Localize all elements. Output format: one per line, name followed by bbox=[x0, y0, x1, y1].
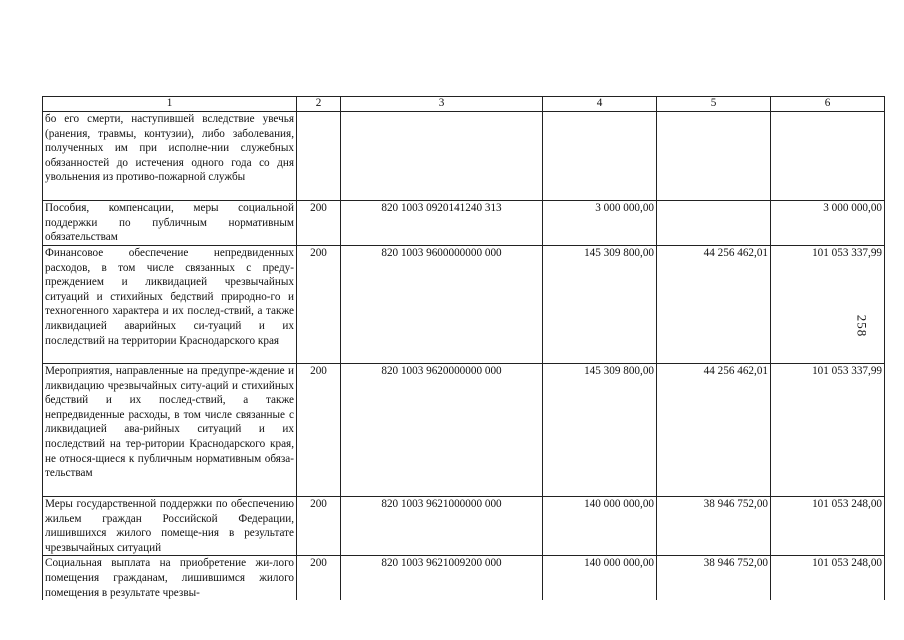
row-amount-total bbox=[771, 112, 885, 201]
row-classification-code bbox=[341, 112, 543, 201]
header-col-4: 4 bbox=[543, 97, 657, 112]
row-description: Финансовое обеспечение непредвиденных расходов, в том числе связанных с преду-преждением и ликвидацией чрезвычайных ситуаций и стихийных бедствий природно-го и техногенного характера и их послед-ствий, а также ликвидацией аварийных си-туаций и их последствий на территории Краснодарского края bbox=[43, 246, 297, 364]
row-amount-approved: 3 000 000,00 bbox=[543, 201, 657, 246]
header-col-2: 2 bbox=[297, 97, 341, 112]
header-col-5: 5 bbox=[657, 97, 771, 112]
budget-table bbox=[42, 96, 885, 600]
row-classification-code: 820 1003 9621009200 000 bbox=[341, 556, 543, 601]
header-col-3: 3 bbox=[341, 97, 543, 112]
row-amount-approved: 145 309 800,00 bbox=[543, 364, 657, 497]
row-code-type: 200 bbox=[297, 201, 341, 246]
table-row bbox=[43, 246, 885, 364]
row-amount-change: 44 256 462,01 bbox=[657, 364, 771, 497]
row-amount-approved: 140 000 000,00 bbox=[543, 556, 657, 601]
row-classification-code: 820 1003 9621000000 000 bbox=[341, 497, 543, 556]
row-amount-change: 38 946 752,00 bbox=[657, 556, 771, 601]
row-description: бо его смерти, наступившей вследствие увечья (ранения, травмы, контузии), либо заболевания, полученных им при исполне-нии служебных обязанностей до истечения одного года со дня увольнения из противо-пожарной службы bbox=[43, 112, 297, 201]
table-row bbox=[43, 556, 885, 601]
row-amount-change bbox=[657, 201, 771, 246]
table-row bbox=[43, 112, 885, 201]
header-col-6: 6 bbox=[771, 97, 885, 112]
row-amount-total: 101 053 248,00 bbox=[771, 556, 885, 601]
row-amount-change: 44 256 462,01 bbox=[657, 246, 771, 364]
row-classification-code: 820 1003 9600000000 000 bbox=[341, 246, 543, 364]
row-description: Мероприятия, направленные на предупре-ждение и ликвидацию чрезвычайных ситу-аций и стихийных бедствий и их послед-ствий, а также непредвиденные расходы, в том числе связанные с ликвидацией ава-рийных ситуаций и их последствий на тер-ритории Краснодарского края, не относя-щиеся к публичным нормативным обяза-тельствам bbox=[43, 364, 297, 497]
row-amount-total: 101 053 248,00 bbox=[771, 497, 885, 556]
table-row bbox=[43, 497, 885, 556]
row-amount-total: 101 053 337,99 bbox=[771, 246, 885, 364]
row-code-type: 200 bbox=[297, 364, 341, 497]
row-code-type: 200 bbox=[297, 497, 341, 556]
header-col-1: 1 bbox=[43, 97, 297, 112]
row-amount-total: 101 053 337,99 bbox=[771, 364, 885, 497]
page-number: 258 bbox=[854, 314, 870, 338]
row-classification-code: 820 1003 9620000000 000 bbox=[341, 364, 543, 497]
row-code-type: 200 bbox=[297, 556, 341, 601]
row-amount-change bbox=[657, 112, 771, 201]
row-amount-change: 38 946 752,00 bbox=[657, 497, 771, 556]
row-description: Пособия, компенсации, меры социальной поддержки по публичным нормативным обязательствам bbox=[43, 201, 297, 246]
row-code-type: 200 bbox=[297, 246, 341, 364]
row-amount-approved bbox=[543, 112, 657, 201]
row-amount-approved: 145 309 800,00 bbox=[543, 246, 657, 364]
row-classification-code: 820 1003 0920141240 313 bbox=[341, 201, 543, 246]
row-description: Социальная выплата на приобретение жи-лого помещения гражданам, лишившимся жилого помещения в результате чрезвы- bbox=[43, 556, 297, 601]
table-row bbox=[43, 364, 885, 497]
row-description: Меры государственной поддержки по обеспечению жильем граждан Российской Федерации, лишившихся жилого помеще-ния в результате чрезвычайных ситуаций bbox=[43, 497, 297, 556]
row-amount-approved: 140 000 000,00 bbox=[543, 497, 657, 556]
table-header-row bbox=[43, 97, 885, 112]
table-row bbox=[43, 201, 885, 246]
row-amount-total: 3 000 000,00 bbox=[771, 201, 885, 246]
row-code-type bbox=[297, 112, 341, 201]
